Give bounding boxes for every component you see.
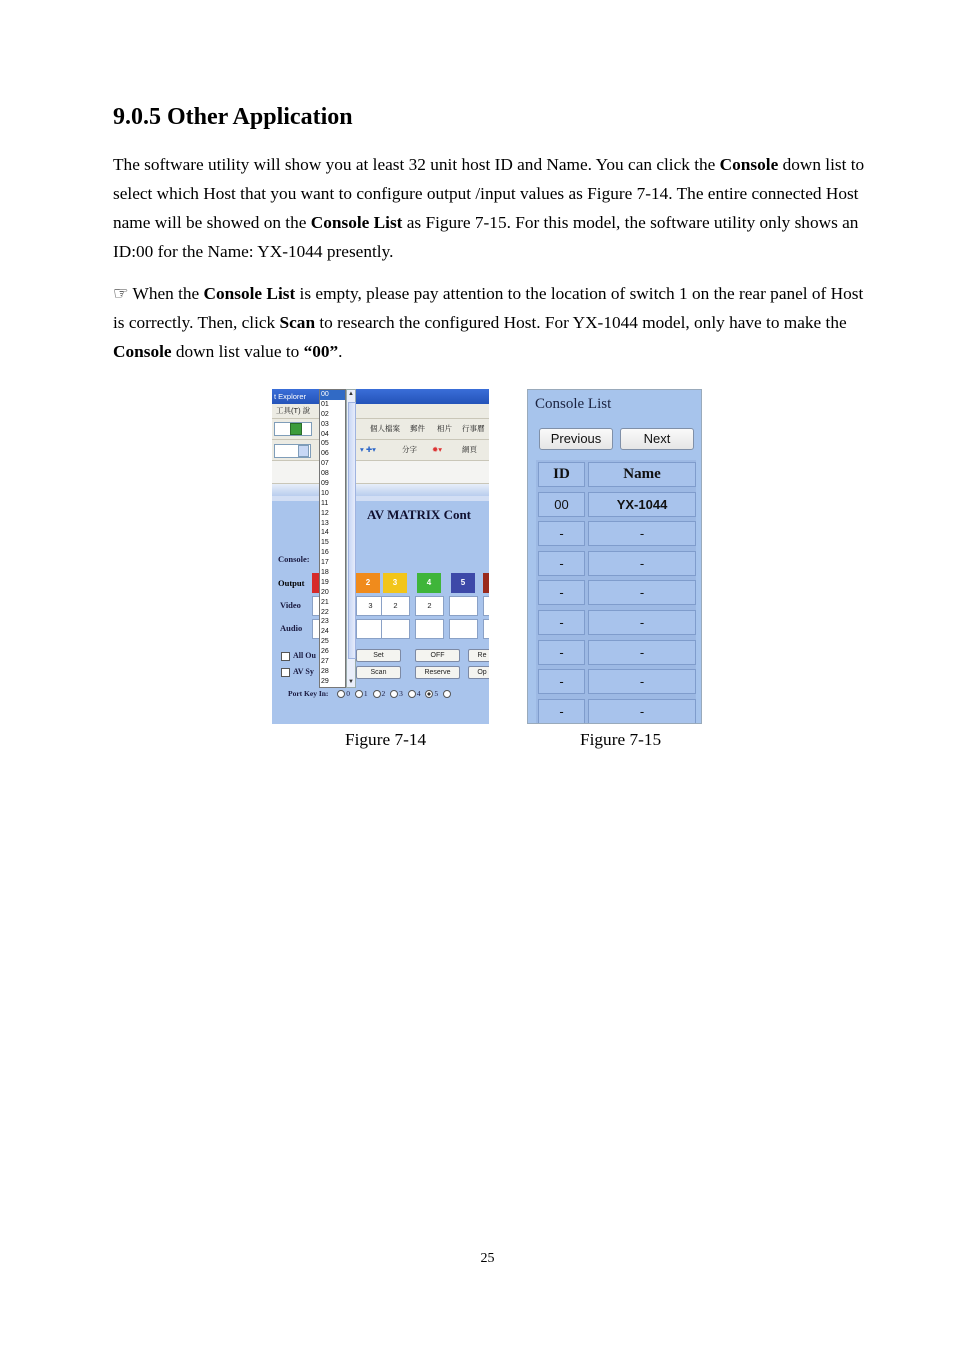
dropdown-item[interactable]: 23 [321, 618, 329, 626]
audio-label: Audio [280, 623, 303, 633]
av-sync-label: AV Sy [293, 667, 314, 676]
scan-button[interactable]: Scan [356, 666, 401, 679]
pointing-hand-icon: ☞ [113, 284, 129, 303]
dropdown-item[interactable]: 02 [321, 410, 329, 418]
page-header-divider [272, 496, 489, 501]
table-cell: - [588, 640, 696, 665]
toolbar-webpage[interactable]: 網頁 [462, 445, 477, 454]
dropdown-item[interactable]: 21 [321, 598, 329, 606]
next-button[interactable]: Next [620, 428, 694, 450]
menu-tools[interactable]: 工具(T) 說 [276, 406, 311, 415]
output-port-2[interactable]: 2 [356, 573, 380, 593]
table-cell: - [538, 610, 585, 635]
table-cell: - [588, 669, 696, 694]
dropdown-item[interactable]: 17 [321, 559, 329, 567]
toolbar-gear-icon[interactable]: ✹▾ [432, 445, 443, 454]
console-dropdown-list[interactable] [319, 389, 346, 688]
port-key-in-row: Port Key In: 0 1 2 3 4 5 [288, 689, 452, 698]
radio-4[interactable] [408, 690, 416, 698]
toolbar-mail[interactable]: 郵件 [410, 424, 425, 433]
dropdown-item[interactable]: 24 [321, 628, 329, 636]
console-list-table [536, 460, 696, 724]
page-header-strip [272, 484, 489, 496]
port-key-in-label: Port Key In: [288, 689, 329, 698]
browser-title-bar: t Explorer [272, 389, 489, 404]
dropdown-item[interactable]: 19 [321, 578, 329, 586]
video-cell-5[interactable] [449, 596, 478, 616]
dropdown-item[interactable]: 27 [321, 658, 329, 666]
search-icon[interactable] [290, 423, 302, 435]
video-cell-2[interactable]: 3 [356, 596, 385, 616]
dropdown-item[interactable]: 29 [321, 677, 329, 685]
dropdown-item[interactable]: 06 [321, 450, 329, 458]
all-output-label: All Ou [293, 651, 316, 660]
column-header: ID [538, 462, 585, 487]
dropdown-item[interactable]: 10 [321, 489, 329, 497]
dropdown-item[interactable]: 25 [321, 638, 329, 646]
figure-7-15-screenshot [527, 389, 702, 724]
browser-tab-area [272, 461, 489, 484]
table-cell: - [538, 640, 585, 665]
output-port-5[interactable]: 5 [451, 573, 475, 593]
table-cell: - [538, 521, 585, 546]
audio-cell-6[interactable] [483, 619, 489, 639]
radio-5[interactable] [425, 690, 433, 698]
radio-3[interactable] [390, 690, 398, 698]
output-port-6[interactable] [483, 573, 489, 593]
radio-2[interactable] [373, 690, 381, 698]
radio-1[interactable] [355, 690, 363, 698]
dropdown-item[interactable]: 15 [321, 539, 329, 547]
scroll-thumb[interactable] [348, 402, 356, 659]
figure-7-14-screenshot [272, 389, 489, 724]
paragraph-console-intro: The software utility will show you at least 32 unit host ID and Name. You can click the Console down list to select which Host that you want to configure output /input values as Figure 7-14. The entire connected Host name will be showed on the Console List as Figure 7-15. For this model, the software utility only shows an ID:00 for the Name: YX-1044 presently. [113, 155, 865, 261]
dropdown-item[interactable]: 22 [321, 608, 329, 616]
table-cell: YX-1044 [588, 492, 696, 517]
reserve-button[interactable]: Reserve [415, 666, 460, 679]
table-cell: - [538, 580, 585, 605]
re-button[interactable]: Re [468, 649, 489, 662]
op-button[interactable]: Op [468, 666, 489, 679]
figure-7-14-caption: Figure 7-14 [345, 730, 427, 749]
table-cell: - [588, 699, 696, 724]
dropdown-item[interactable]: 08 [321, 470, 329, 478]
table-cell: - [538, 551, 585, 576]
table-cell: - [588, 521, 696, 546]
audio-cell-3[interactable] [381, 619, 410, 639]
video-cell-6[interactable] [483, 596, 489, 616]
browser-search-bar [272, 419, 489, 440]
paragraph-console-empty-note: ☞ When the Console List is empty, please pay attention to the location of switch 1 on the rear panel of Host is correctly. Then, click Scan to research the configured Host. For YX-1044 model, only have to make the Console down list value to “00”. [113, 284, 864, 361]
dropdown-item[interactable]: 05 [321, 440, 329, 448]
output-label: Output [278, 578, 305, 588]
set-button[interactable]: Set [356, 649, 401, 662]
dropdown-item[interactable]: 04 [321, 430, 329, 438]
app-title: AV MATRIX Cont [367, 507, 472, 522]
video-label: Video [280, 600, 301, 610]
dropdown-item[interactable]: 20 [321, 588, 329, 596]
page-number: 25 [480, 1251, 495, 1266]
output-port-3[interactable]: 3 [383, 573, 407, 593]
browser-toolbar-2 [272, 440, 489, 461]
table-cell: - [588, 551, 696, 576]
scroll-up-icon[interactable]: ▲ [348, 391, 354, 397]
video-cell-3[interactable]: 2 [381, 596, 410, 616]
toolbar-calendar[interactable]: 行事曆 [462, 424, 485, 433]
scroll-down-icon[interactable]: ▼ [348, 679, 354, 685]
table-cell: - [538, 669, 585, 694]
figure-7-15-caption: Figure 7-15 [580, 730, 662, 749]
nav-arrow-icon[interactable]: ▾ ✚▾ [360, 445, 376, 454]
dropdown-item[interactable]: 14 [321, 529, 329, 537]
column-header: Name [588, 462, 696, 487]
table-cell: - [538, 699, 585, 724]
previous-button[interactable]: Previous [539, 428, 613, 450]
dropdown-arrow-icon[interactable] [298, 445, 309, 457]
section-heading: 9.0.5 Other Application [113, 104, 353, 130]
radio-0[interactable] [337, 690, 345, 698]
dropdown-item[interactable]: 11 [321, 499, 329, 507]
toolbar-share[interactable]: 分字 [402, 445, 417, 454]
table-cell: 00 [538, 492, 585, 517]
browser-menu-bar [272, 404, 489, 419]
dropdown-item[interactable]: 18 [321, 569, 329, 577]
radio-6[interactable] [443, 690, 451, 698]
dropdown-item[interactable]: 09 [321, 480, 329, 488]
dropdown-scrollbar[interactable] [346, 389, 356, 688]
dropdown-item[interactable]: 01 [321, 400, 329, 408]
dropdown-item[interactable]: 00 [320, 390, 345, 400]
console-label: Console: [278, 554, 310, 564]
dropdown-item[interactable]: 26 [321, 648, 329, 656]
dropdown-item[interactable]: 07 [321, 460, 329, 468]
dropdown-item[interactable]: 28 [321, 667, 329, 675]
audio-cell-4[interactable] [415, 619, 444, 639]
dropdown-item[interactable]: 12 [321, 509, 329, 517]
audio-cell-5[interactable] [449, 619, 478, 639]
dropdown-item[interactable]: 16 [321, 549, 329, 557]
off-button[interactable]: OFF [415, 649, 460, 662]
all-output-checkbox[interactable] [281, 652, 290, 661]
toolbar-profile[interactable]: 個人檔案 [370, 424, 400, 433]
table-cell: - [588, 580, 696, 605]
table-cell: - [588, 610, 696, 635]
console-list-title: Console List [535, 396, 612, 412]
toolbar-photos[interactable]: 相片 [437, 424, 452, 433]
av-sync-checkbox[interactable] [281, 668, 290, 677]
output-port-4[interactable]: 4 [417, 573, 441, 593]
video-cell-4[interactable]: 2 [415, 596, 444, 616]
dropdown-item[interactable]: 13 [321, 519, 329, 527]
dropdown-item[interactable]: 03 [321, 420, 329, 428]
